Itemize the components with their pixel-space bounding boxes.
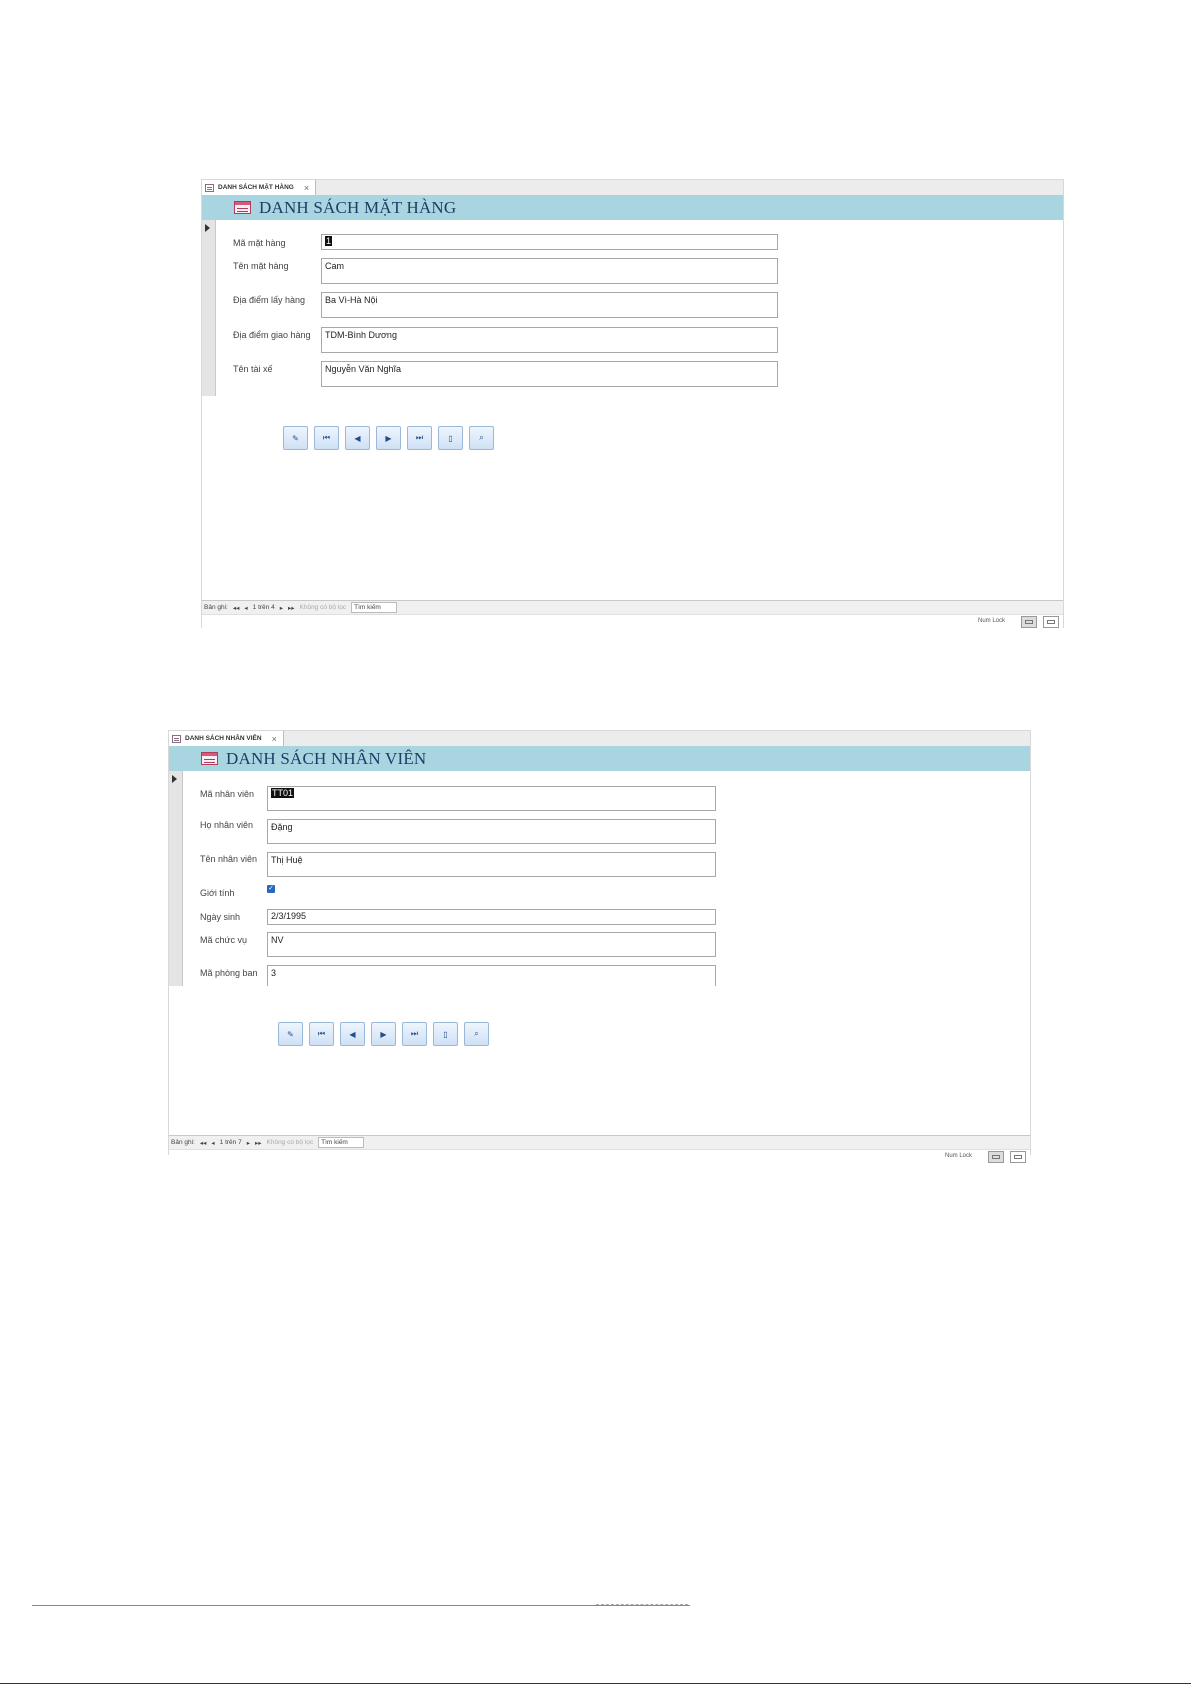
- label-ten-mat-hang: Tên mặt hàng: [233, 261, 289, 271]
- next-record-button[interactable]: [371, 1022, 396, 1046]
- search-box[interactable]: Tìm kiếm: [351, 602, 397, 613]
- previous-record-icon: ◀: [349, 1029, 356, 1039]
- form-view-icon[interactable]: [1021, 616, 1037, 628]
- previous-record-button[interactable]: [340, 1022, 365, 1046]
- first-record-button[interactable]: [314, 426, 339, 450]
- label-ngay-sinh: Ngày sinh: [200, 912, 241, 922]
- record-nav-buttons: [278, 1022, 489, 1046]
- form-title: DANH SÁCH NHÂN VIÊN: [226, 748, 427, 768]
- record-selector[interactable]: [202, 220, 216, 396]
- field-ten-mat-hang[interactable]: Cam: [321, 258, 778, 284]
- document-tab-bar: [169, 731, 1030, 747]
- first-record-nav[interactable]: ◂◂: [232, 604, 240, 612]
- record-nav-buttons: [283, 426, 494, 450]
- form-icon: [205, 184, 214, 192]
- record-position[interactable]: 1 trên 4: [252, 604, 275, 611]
- last-record-icon: ⏭: [410, 1029, 419, 1038]
- record-arrow-icon: [172, 775, 177, 783]
- find-button[interactable]: [469, 426, 494, 450]
- record-arrow-icon: [205, 224, 210, 232]
- footer-divider: [32, 1605, 690, 1606]
- filter-indicator[interactable]: Không có bộ lọc: [299, 604, 347, 611]
- last-record-icon: ⏭: [415, 433, 424, 442]
- page-bottom-rule: [0, 1683, 1191, 1684]
- field-dia-diem-giao-hang[interactable]: TDM-Bình Dương: [321, 327, 778, 353]
- form-window-mat-hang: [201, 179, 1064, 628]
- document-tab-bar: [202, 180, 1063, 196]
- find-button[interactable]: [464, 1022, 489, 1046]
- form-icon: [234, 201, 251, 214]
- record-label: Bản ghi:: [204, 604, 228, 611]
- first-record-button[interactable]: [309, 1022, 334, 1046]
- next-record-nav[interactable]: ▸: [279, 604, 283, 612]
- next-record-nav[interactable]: ▸: [246, 1139, 250, 1147]
- field-ma-nhan-vien[interactable]: TT01: [267, 786, 716, 811]
- last-record-nav[interactable]: ▸▸: [254, 1139, 262, 1147]
- record-position[interactable]: 1 trên 7: [219, 1139, 242, 1146]
- status-bar: [169, 1149, 1030, 1164]
- label-gioi-tinh: Giới tính: [200, 888, 235, 898]
- new-record-icon: ▯: [443, 1029, 448, 1039]
- label-ma-mat-hang: Mã mặt hàng: [233, 238, 286, 248]
- new-record-icon: ▯: [448, 433, 453, 443]
- new-record-button[interactable]: [433, 1022, 458, 1046]
- last-record-button[interactable]: [402, 1022, 427, 1046]
- layout-view-icon[interactable]: [1043, 616, 1059, 628]
- field-dia-diem-lay-hang[interactable]: Ba Vì-Hà Nội: [321, 292, 778, 318]
- form-header: [202, 195, 1063, 220]
- first-record-nav[interactable]: ◂◂: [199, 1139, 207, 1147]
- tab-label: DANH SÁCH MẶT HÀNG: [218, 184, 294, 191]
- filter-indicator[interactable]: Không có bộ lọc: [266, 1139, 314, 1146]
- field-ma-phong-ban[interactable]: 3: [267, 965, 716, 986]
- field-ma-chuc-vu[interactable]: NV: [267, 932, 716, 957]
- search-icon: ⌕: [474, 1029, 479, 1038]
- close-icon[interactable]: ×: [303, 182, 310, 193]
- pencil-icon: ✎: [287, 1029, 294, 1039]
- form-title: DANH SÁCH MẶT HÀNG: [259, 197, 457, 217]
- first-record-icon: ⏮: [322, 433, 331, 442]
- close-icon[interactable]: ×: [271, 733, 277, 744]
- tab-label: DANH SÁCH NHÂN VIÊN: [185, 735, 262, 742]
- label-ho-nhan-vien: Họ nhân viên: [200, 820, 254, 830]
- field-ngay-sinh[interactable]: 2/3/1995: [267, 909, 716, 925]
- form-icon: [201, 752, 218, 765]
- label-ma-phong-ban: Mã phòng ban: [200, 968, 258, 978]
- label-dia-diem-lay-hang: Địa điểm lấy hàng: [233, 295, 306, 305]
- field-ho-nhan-vien[interactable]: Đặng: [267, 819, 716, 844]
- edit-button[interactable]: [283, 426, 308, 450]
- footer-dash: [596, 1604, 688, 1606]
- form-window-nhan-vien: [168, 730, 1031, 1159]
- pencil-icon: ✎: [292, 433, 299, 443]
- form-icon: [172, 735, 181, 743]
- previous-record-icon: ◀: [354, 433, 361, 443]
- next-record-icon: ▶: [380, 1029, 387, 1039]
- prev-record-nav[interactable]: ◂: [211, 1139, 215, 1147]
- prev-record-nav[interactable]: ◂: [244, 604, 248, 612]
- form-header: [169, 746, 1030, 771]
- label-dia-diem-giao-hang: Địa điểm giao hàng: [233, 330, 311, 340]
- record-navigation-bar: [202, 600, 1063, 614]
- field-ma-mat-hang[interactable]: 1: [321, 234, 778, 250]
- last-record-button[interactable]: [407, 426, 432, 450]
- previous-record-button[interactable]: [345, 426, 370, 450]
- edit-button[interactable]: [278, 1022, 303, 1046]
- label-ma-chuc-vu: Mã chức vụ: [200, 935, 248, 945]
- label-ten-tai-xe: Tên tài xế: [233, 364, 273, 374]
- record-navigation-bar: [169, 1135, 1030, 1149]
- field-ten-tai-xe[interactable]: Nguyễn Văn Nghĩa: [321, 361, 778, 387]
- label-ten-nhan-vien: Tên nhân viên: [200, 854, 258, 864]
- next-record-button[interactable]: [376, 426, 401, 450]
- tab-danh-sach-mat-hang[interactable]: [202, 180, 316, 195]
- status-bar: [202, 614, 1063, 629]
- layout-view-icon[interactable]: [1010, 1151, 1026, 1163]
- record-selector[interactable]: [169, 771, 183, 986]
- num-lock-indicator: Num Lock: [944, 1153, 972, 1159]
- label-ma-nhan-vien: Mã nhân viên: [200, 789, 255, 799]
- first-record-icon: ⏮: [317, 1029, 326, 1038]
- gioi-tinh-checkbox[interactable]: ✓: [268, 885, 274, 892]
- field-ten-nhan-vien[interactable]: Thị Huệ: [267, 852, 716, 877]
- tab-danh-sach-nhan-vien[interactable]: [169, 731, 284, 746]
- num-lock-indicator: Num Lock: [977, 618, 1005, 624]
- record-label: Bản ghi:: [171, 1139, 195, 1146]
- form-view-icon[interactable]: [988, 1151, 1004, 1163]
- last-record-nav[interactable]: ▸▸: [287, 604, 295, 612]
- next-record-icon: ▶: [385, 433, 392, 443]
- new-record-button[interactable]: [438, 426, 463, 450]
- search-box[interactable]: Tìm kiếm: [318, 1137, 364, 1148]
- search-icon: ⌕: [479, 433, 484, 442]
